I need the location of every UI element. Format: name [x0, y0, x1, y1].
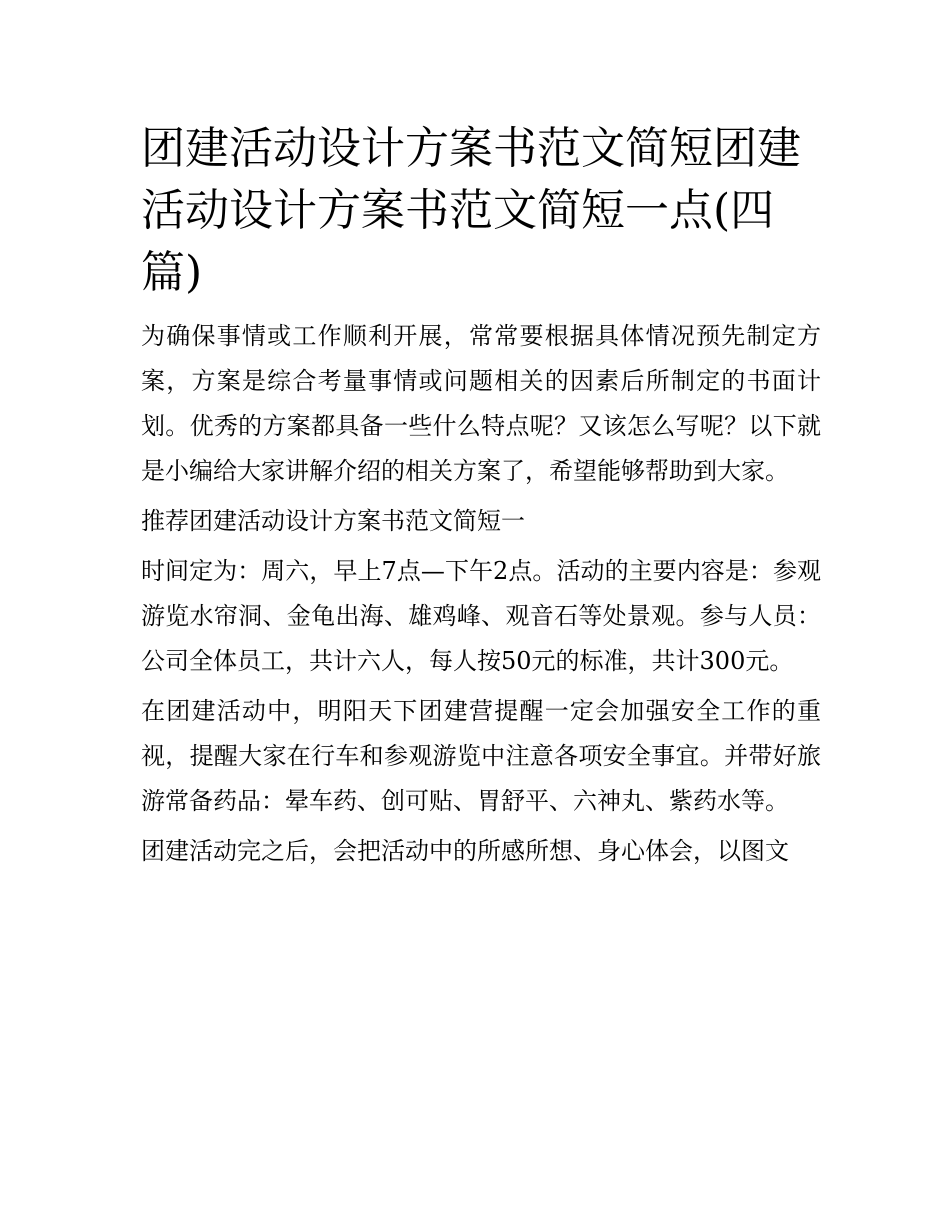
schedule-paragraph: 时间定为：周六，早上7点—下午2点。活动的主要内容是：参观游览水帘洞、金龟出海、雄鸡峰、观音石等处景观。参与人员：公司全体员工，共计六人，每人按50元的标准，共计300元。 [141, 557, 821, 675]
document-title: 团建活动设计方案书范文简短团建活动设计方案书范文简短一点(四篇) [141, 123, 801, 298]
document-body [141, 118, 821, 879]
safety-paragraph: 在团建活动中，明阳天下团建营提醒一定会加强安全工作的重视，提醒大家在行车和参观游览中注意各项安全事宜。并带好旅游常备药品：晕车药、创可贴、胃舒平、六神丸、紫药水等。 [141, 697, 821, 815]
section-heading: 推荐团建活动设计方案书范文简短一 [141, 507, 525, 535]
intro-paragraph: 为确保事情或工作顺利开展，常常要根据具体情况预先制定方案，方案是综合考量事情或问题相关的因素后所制定的书面计划。优秀的方案都具备一些什么特点呢？又该怎么写呢？以下就是小编给大家讲解介绍的相关方案了，希望能够帮助到大家。 [141, 322, 821, 485]
summary-paragraph: 团建活动完之后，会把活动中的所感所想、身心体会，以图文 [141, 837, 789, 865]
